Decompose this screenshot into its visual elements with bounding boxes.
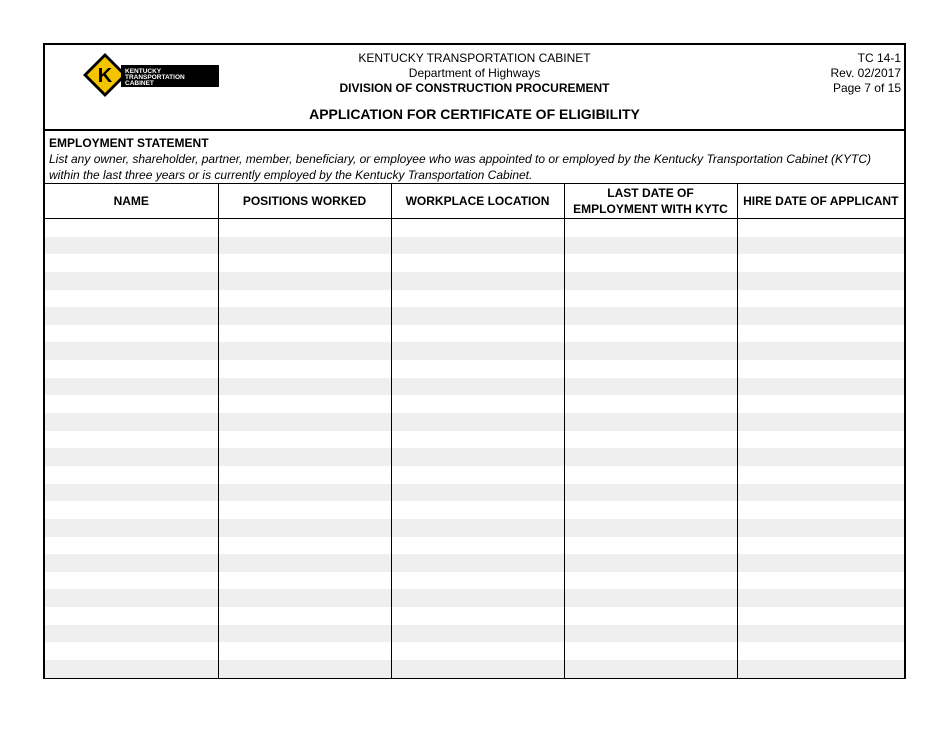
- table-row: [45, 589, 904, 607]
- cell-last-date[interactable]: [564, 607, 737, 625]
- cell-positions[interactable]: [218, 307, 391, 325]
- cell-name[interactable]: [45, 219, 218, 237]
- cell-workplace[interactable]: [391, 360, 564, 378]
- table-row: [45, 237, 904, 255]
- cell-name[interactable]: [45, 342, 218, 360]
- cell-hire-date[interactable]: [737, 431, 904, 449]
- cell-hire-date[interactable]: [737, 272, 904, 290]
- cell-workplace[interactable]: [391, 589, 564, 607]
- cell-name[interactable]: [45, 519, 218, 537]
- cell-workplace[interactable]: [391, 290, 564, 308]
- cell-positions[interactable]: [218, 537, 391, 555]
- cell-positions[interactable]: [218, 219, 391, 237]
- cell-hire-date[interactable]: [737, 607, 904, 625]
- table-row: [45, 607, 904, 625]
- cell-positions[interactable]: [218, 589, 391, 607]
- department-name: Department of Highways: [408, 66, 541, 80]
- cell-positions[interactable]: [218, 660, 391, 678]
- logo-line3: CABINET: [125, 80, 154, 87]
- cell-hire-date[interactable]: [737, 342, 904, 360]
- cell-hire-date[interactable]: [737, 254, 904, 272]
- cell-hire-date[interactable]: [737, 466, 904, 484]
- cell-name[interactable]: [45, 325, 218, 343]
- cell-name[interactable]: [45, 501, 218, 519]
- cell-last-date[interactable]: [564, 413, 737, 431]
- form-revision: Rev. 02/2017: [830, 66, 901, 80]
- cell-workplace[interactable]: [391, 484, 564, 502]
- cell-name[interactable]: [45, 642, 218, 660]
- cell-hire-date[interactable]: [737, 554, 904, 572]
- cell-name[interactable]: [45, 254, 218, 272]
- cell-hire-date[interactable]: [737, 589, 904, 607]
- cell-name[interactable]: [45, 237, 218, 255]
- cell-positions[interactable]: [218, 625, 391, 643]
- table-row: [45, 325, 904, 343]
- cell-workplace[interactable]: [391, 625, 564, 643]
- cell-last-date[interactable]: [564, 484, 737, 502]
- table-row: [45, 290, 904, 308]
- cell-positions[interactable]: [218, 448, 391, 466]
- table-row: [45, 466, 904, 484]
- cell-hire-date[interactable]: [737, 642, 904, 660]
- cell-hire-date[interactable]: [737, 219, 904, 237]
- cell-hire-date[interactable]: [737, 290, 904, 308]
- employment-table: [45, 184, 904, 678]
- cell-workplace[interactable]: [391, 554, 564, 572]
- table-row: [45, 554, 904, 572]
- cell-positions[interactable]: [218, 290, 391, 308]
- cell-last-date[interactable]: [564, 501, 737, 519]
- table-row: [45, 431, 904, 449]
- cell-positions[interactable]: [218, 484, 391, 502]
- statement-title: EMPLOYMENT STATEMENT: [49, 136, 209, 150]
- column-header-name: NAME: [45, 184, 218, 219]
- cell-positions[interactable]: [218, 607, 391, 625]
- logo-line1: KENTUCKY: [125, 68, 162, 75]
- table-row: [45, 219, 904, 237]
- table-row: [45, 342, 904, 360]
- cell-positions[interactable]: [218, 272, 391, 290]
- cell-positions[interactable]: [218, 378, 391, 396]
- cell-positions[interactable]: [218, 501, 391, 519]
- table-row: [45, 625, 904, 643]
- column-header-last-date: LAST DATE OF EMPLOYMENT WITH KYTC: [564, 184, 737, 219]
- cell-last-date[interactable]: [564, 219, 737, 237]
- page-number: Page 7 of 15: [832, 81, 901, 95]
- cell-hire-date[interactable]: [737, 448, 904, 466]
- cell-last-date[interactable]: [564, 360, 737, 378]
- cell-positions[interactable]: [218, 360, 391, 378]
- cell-hire-date[interactable]: [737, 307, 904, 325]
- cell-last-date[interactable]: [564, 519, 737, 537]
- cell-last-date[interactable]: [564, 237, 737, 255]
- form-meta: [831, 51, 902, 96]
- cell-hire-date[interactable]: [737, 378, 904, 396]
- cell-name[interactable]: [45, 660, 218, 678]
- table-row: [45, 307, 904, 325]
- cell-name[interactable]: [45, 607, 218, 625]
- logo-line2: TRANSPORTATION: [125, 74, 185, 81]
- cell-hire-date[interactable]: [737, 237, 904, 255]
- cell-workplace[interactable]: [391, 431, 564, 449]
- cell-name[interactable]: [45, 413, 218, 431]
- division-name: DIVISION OF CONSTRUCTION PROCUREMENT: [339, 81, 610, 95]
- cell-name[interactable]: [45, 537, 218, 555]
- cell-last-date[interactable]: [564, 272, 737, 290]
- cell-hire-date[interactable]: [737, 537, 904, 555]
- cell-name[interactable]: [45, 290, 218, 308]
- table-row: [45, 360, 904, 378]
- table-row: [45, 448, 904, 466]
- cell-positions[interactable]: [218, 642, 391, 660]
- table-row: [45, 572, 904, 590]
- cell-workplace[interactable]: [391, 395, 564, 413]
- cell-hire-date[interactable]: [737, 413, 904, 431]
- cell-hire-date[interactable]: [737, 660, 904, 678]
- cell-name[interactable]: [45, 272, 218, 290]
- cell-workplace[interactable]: [391, 413, 564, 431]
- cell-name[interactable]: [45, 431, 218, 449]
- form-page: [43, 43, 906, 679]
- cell-last-date[interactable]: [564, 625, 737, 643]
- table-row: [45, 272, 904, 290]
- cell-last-date[interactable]: [564, 378, 737, 396]
- cell-workplace[interactable]: [391, 466, 564, 484]
- cell-workplace[interactable]: [391, 272, 564, 290]
- cell-name[interactable]: [45, 378, 218, 396]
- cell-positions[interactable]: [218, 237, 391, 255]
- cell-workplace[interactable]: [391, 572, 564, 590]
- table-row: [45, 378, 904, 396]
- cell-workplace[interactable]: [391, 501, 564, 519]
- cell-positions[interactable]: [218, 554, 391, 572]
- cell-workplace[interactable]: [391, 307, 564, 325]
- table-row: [45, 413, 904, 431]
- table-row: [45, 501, 904, 519]
- cell-last-date[interactable]: [564, 448, 737, 466]
- cell-hire-date[interactable]: [737, 325, 904, 343]
- agency-name: KENTUCKY TRANSPORTATION CABINET: [358, 51, 591, 65]
- cell-hire-date[interactable]: [737, 572, 904, 590]
- cell-last-date[interactable]: [564, 554, 737, 572]
- logo-letter: K: [97, 65, 113, 87]
- cell-positions[interactable]: [218, 395, 391, 413]
- cell-name[interactable]: [45, 572, 218, 590]
- form-header: [45, 45, 904, 131]
- cell-positions[interactable]: [218, 519, 391, 537]
- cell-positions[interactable]: [218, 413, 391, 431]
- cell-last-date[interactable]: [564, 431, 737, 449]
- cell-last-date[interactable]: [564, 466, 737, 484]
- cell-positions[interactable]: [218, 466, 391, 484]
- table-row: [45, 642, 904, 660]
- cell-last-date[interactable]: [564, 290, 737, 308]
- cell-name[interactable]: [45, 466, 218, 484]
- cell-name[interactable]: [45, 625, 218, 643]
- cell-workplace[interactable]: [391, 254, 564, 272]
- cell-workplace[interactable]: [391, 642, 564, 660]
- cell-positions[interactable]: [218, 572, 391, 590]
- cell-name[interactable]: [45, 307, 218, 325]
- table-row: [45, 484, 904, 502]
- cell-positions[interactable]: [218, 325, 391, 343]
- cell-last-date[interactable]: [564, 307, 737, 325]
- cell-last-date[interactable]: [564, 395, 737, 413]
- cell-last-date[interactable]: [564, 572, 737, 590]
- cell-positions[interactable]: [218, 431, 391, 449]
- cell-workplace[interactable]: [391, 607, 564, 625]
- form-title: APPLICATION FOR CERTIFICATE OF ELIGIBILITY: [309, 106, 640, 122]
- cell-workplace[interactable]: [391, 378, 564, 396]
- cell-positions[interactable]: [218, 254, 391, 272]
- statement-text: List any owner, shareholder, partner, member, beneficiary, or employee who was appointed to or employed by the Kentucky Transportation Cabinet (KYTC) within the last three years or is currently employed by the Kentucky Transportation Cabinet.: [49, 152, 871, 182]
- cell-name[interactable]: [45, 360, 218, 378]
- cell-name[interactable]: [45, 554, 218, 572]
- cell-workplace[interactable]: [391, 519, 564, 537]
- cell-workplace[interactable]: [391, 537, 564, 555]
- cell-workplace[interactable]: [391, 660, 564, 678]
- agency-heading: [45, 51, 904, 96]
- cell-positions[interactable]: [218, 342, 391, 360]
- cell-name[interactable]: [45, 589, 218, 607]
- column-header-positions: POSITIONS WORKED: [218, 184, 391, 219]
- cell-last-date[interactable]: [564, 325, 737, 343]
- table-row: [45, 395, 904, 413]
- table-row: [45, 537, 904, 555]
- table-header-row: [45, 184, 904, 219]
- cell-last-date[interactable]: [564, 660, 737, 678]
- cell-workplace[interactable]: [391, 448, 564, 466]
- cell-last-date[interactable]: [564, 342, 737, 360]
- cell-workplace[interactable]: [391, 219, 564, 237]
- cell-workplace[interactable]: [391, 342, 564, 360]
- cell-name[interactable]: [45, 484, 218, 502]
- column-header-hire-date: HIRE DATE OF APPLICANT: [737, 184, 904, 219]
- table-row: [45, 519, 904, 537]
- cell-last-date[interactable]: [564, 254, 737, 272]
- cell-hire-date[interactable]: [737, 395, 904, 413]
- cell-last-date[interactable]: [564, 642, 737, 660]
- column-header-workplace: WORKPLACE LOCATION: [391, 184, 564, 219]
- table-row: [45, 660, 904, 678]
- cell-workplace[interactable]: [391, 325, 564, 343]
- cell-hire-date[interactable]: [737, 360, 904, 378]
- form-number: TC 14-1: [857, 51, 901, 65]
- cell-name[interactable]: [45, 448, 218, 466]
- cell-hire-date[interactable]: [737, 484, 904, 502]
- cell-hire-date[interactable]: [737, 519, 904, 537]
- cell-last-date[interactable]: [564, 589, 737, 607]
- cell-workplace[interactable]: [391, 237, 564, 255]
- table-row: [45, 254, 904, 272]
- cell-last-date[interactable]: [564, 537, 737, 555]
- cell-name[interactable]: [45, 395, 218, 413]
- cell-hire-date[interactable]: [737, 501, 904, 519]
- cell-hire-date[interactable]: [737, 625, 904, 643]
- employment-statement: [45, 131, 904, 184]
